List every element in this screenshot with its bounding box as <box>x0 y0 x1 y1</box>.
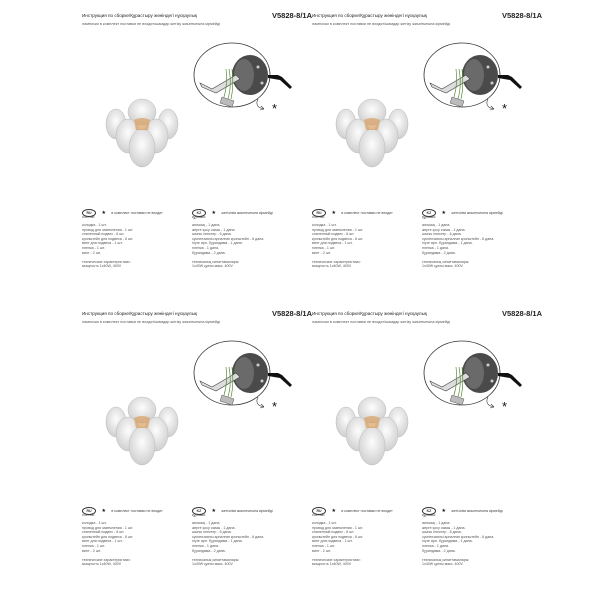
list-item: бұрандама - 2 дана. <box>192 548 226 553</box>
list-item: пленка - 1 шт. <box>312 543 335 548</box>
tech-specs-label: техникалық сипаттамалары: <box>422 558 470 563</box>
star-icon: ★ <box>441 507 446 514</box>
star-icon: ★ <box>101 507 106 514</box>
sheet-header <box>82 12 312 24</box>
lang-badge-ru: RU <box>82 209 96 217</box>
sheet-header <box>82 310 312 322</box>
not-included-note: в комплект поставки не входит <box>111 210 163 215</box>
lang-badge-ru: RU <box>312 507 326 515</box>
list-item: ілуге арн. бұрандама - 1 дана. <box>192 539 243 544</box>
wall-mount-diagram-icon <box>412 337 532 417</box>
star-icon: ★ <box>101 209 106 216</box>
list-item: провод для заземления - 1 шт. <box>82 525 134 530</box>
list-item: спиленный подвес - 6 шт. <box>312 530 355 535</box>
list-item: пленка - 1 шт. <box>82 543 105 548</box>
list-item: ілуге арн. бұрандама - 1 дана. <box>422 241 473 246</box>
tech-specs-value: мощность 1х40W, 400V <box>82 562 122 567</box>
star-icon: ★ <box>441 209 446 216</box>
list-item: пленка - 1 дана. <box>192 543 219 548</box>
list-item: аялшық - 1 дана. <box>422 223 451 227</box>
list-item: винт - 2 шт. <box>312 250 331 255</box>
list-item: суспензиялы арналған кронштейн - 6 дана. <box>422 236 495 241</box>
star-icon: * <box>272 101 278 116</box>
model-number: V5828-8/1A <box>501 11 542 20</box>
list-item: кронштейн для подвеса - 6 шт. <box>312 534 364 539</box>
list-item: винт для подвеса - 1 шт. <box>312 539 353 544</box>
contents-list <box>192 521 297 553</box>
tech-specs-label: техникалық сипаттамалары: <box>422 260 470 265</box>
section-kz <box>192 204 297 268</box>
list-item: суспензиялы арналған кронштейн - 6 дана. <box>192 236 265 241</box>
list-item: шыны ілгектер - 6 дана. <box>192 232 232 237</box>
list-item: кронштейн для подвеса - 6 шт. <box>82 534 134 539</box>
wall-mount-diagram-icon <box>182 337 302 417</box>
tech-specs-value: мощность 1х40W, 400V <box>312 264 352 269</box>
list-item: пленка - 1 дана. <box>192 245 219 250</box>
list-item: пленка - 1 шт. <box>82 245 105 250</box>
tech-specs-value: 1х40W қуаты макс. 400V <box>192 562 233 567</box>
tech-specs-value: мощность 1х40W, 400V <box>312 562 352 567</box>
bulbs-notice: лампочки в комплект поставки не входят/шамдар жетізу жиынтығына кірмейді <box>312 22 451 26</box>
list-item: бұрандама - 2 дана. <box>192 250 226 255</box>
list-item: винт - 2 шт. <box>312 548 331 553</box>
lang-badge-kz: KZ <box>192 209 206 217</box>
tech-specs-label: технические характеристики: <box>82 260 131 265</box>
sheet-title: Инструкция по сборке/Құрастыру жөніндегі нұсқаулық <box>82 13 197 18</box>
list-item: аялшық - 1 дана. <box>192 223 221 227</box>
list-item: бұрандама - 2 дана. <box>422 250 456 255</box>
section-kz <box>422 502 527 566</box>
lamp-illustration-icon <box>332 394 412 469</box>
not-included-note: в комплект поставки не входит <box>111 508 163 513</box>
list-item: шыны ілгектер - 6 дана. <box>192 530 232 535</box>
lang-badge-kz: KZ <box>192 507 206 515</box>
star-icon: ★ <box>211 209 216 216</box>
list-item: жерге қосу сымы - 1 дана. <box>422 227 466 232</box>
section-ru <box>312 204 417 268</box>
sheet-title: Инструкция по сборке/Құрастыру жөніндегі нұсқаулық <box>312 13 427 18</box>
not-included-note: жетізілім жиынтығына кірмейді <box>221 210 273 215</box>
list-item: жерге қосу сымы - 1 дана. <box>192 525 236 530</box>
section-kz-header <box>192 502 297 514</box>
instruction-sheet-bottom-left <box>82 310 312 600</box>
list-item: ілуге арн. бұрандама - 1 дана. <box>192 241 243 246</box>
tech-specs-label: технические характеристики: <box>312 558 361 563</box>
model-number: V5828-8/1A <box>271 309 312 318</box>
sheet-header <box>312 12 542 24</box>
list-item: спиленный подвес - 6 шт. <box>312 232 355 237</box>
list-item: винт - 2 шт. <box>82 548 101 553</box>
contents-list <box>422 521 527 553</box>
list-item: жерге қосу сымы - 1 дана. <box>422 525 466 530</box>
list-item: колодка - 1 шт. <box>312 521 337 525</box>
bulbs-notice: лампочки в комплект поставки не входят/шамдар жетізу жиынтығына кірмейді <box>82 320 221 324</box>
tech-specs-value: 1х40W қуаты макс. 400V <box>422 264 463 269</box>
not-included-note: жетізілім жиынтығына кірмейді <box>451 508 503 513</box>
list-item: провод для заземления - 1 шт. <box>312 525 364 530</box>
lamp-illustration-icon <box>102 96 182 171</box>
list-item: жерге қосу сымы - 1 дана. <box>192 227 236 232</box>
not-included-note: в комплект поставки не входит <box>341 508 393 513</box>
list-item: бұрандама - 2 дана. <box>422 548 456 553</box>
section-ru <box>82 204 187 268</box>
contents-label: құрамы: <box>192 513 207 517</box>
list-item: спиленный подвес - 6 шт. <box>82 530 125 535</box>
star-icon: ★ <box>211 507 216 514</box>
tech-specs-value: мощность 1х40W, 400V <box>82 264 122 269</box>
contents-label: құрамы: <box>422 215 437 219</box>
sheet-header <box>312 310 542 322</box>
instruction-sheet-bottom-right <box>312 310 542 600</box>
list-item: колодка - 1 шт. <box>82 521 107 525</box>
list-item: пленка - 1 дана. <box>422 245 449 250</box>
section-kz-header <box>422 502 527 514</box>
contents-label: состав: <box>312 513 325 517</box>
section-kz-header <box>422 204 527 216</box>
section-kz-header <box>192 204 297 216</box>
instruction-sheet-top-left <box>82 12 312 302</box>
model-number: V5828-8/1A <box>501 309 542 318</box>
tech-specs-label: технические характеристики: <box>82 558 131 563</box>
section-ru-header <box>82 502 187 514</box>
list-item: колодка - 1 шт. <box>312 223 337 227</box>
list-item: суспензиялы арналған кронштейн - 6 дана. <box>422 534 495 539</box>
list-item: ілуге арн. бұрандама - 1 дана. <box>422 539 473 544</box>
list-item: кронштейн для подвеса - 6 шт. <box>82 236 134 241</box>
section-kz <box>422 204 527 268</box>
lang-badge-kz: KZ <box>422 507 436 515</box>
list-item: суспензиялы арналған кронштейн - 6 дана. <box>192 534 265 539</box>
section-ru <box>312 502 417 566</box>
tech-specs-value: 1х40W қуаты макс. 400V <box>422 562 463 567</box>
contents-list <box>82 521 187 553</box>
contents-label: состав: <box>312 215 325 219</box>
list-item: винт для подвеса - 1 шт. <box>82 241 123 246</box>
contents-list <box>82 223 187 255</box>
list-item: винт - 2 шт. <box>82 250 101 255</box>
star-icon: * <box>502 101 508 116</box>
lang-badge-kz: KZ <box>422 209 436 217</box>
contents-label: құрамы: <box>422 513 437 517</box>
not-included-note: жетізілім жиынтығына кірмейді <box>221 508 273 513</box>
not-included-note: жетізілім жиынтығына кірмейді <box>451 210 503 215</box>
list-item: шыны ілгектер - 6 дана. <box>422 530 462 535</box>
section-ru-header <box>82 204 187 216</box>
star-icon: ★ <box>331 507 336 514</box>
section-ru-header <box>312 204 417 216</box>
contents-list <box>312 521 417 553</box>
contents-label: состав: <box>82 513 95 517</box>
contents-list <box>192 223 297 255</box>
list-item: винт для подвеса - 1 шт. <box>312 241 353 246</box>
tech-specs-value: 1х40W қуаты макс. 400V <box>192 264 233 269</box>
instruction-sheet-top-right <box>312 12 542 302</box>
contents-list <box>422 223 527 255</box>
tech-specs-label: техникалық сипаттамалары: <box>192 558 240 563</box>
list-item: аялшық - 1 дана. <box>192 521 221 525</box>
not-included-note: в комплект поставки не входит <box>341 210 393 215</box>
bulbs-notice: лампочки в комплект поставки не входят/шамдар жетізу жиынтығына кірмейді <box>82 22 221 26</box>
lang-badge-ru: RU <box>312 209 326 217</box>
list-item: кронштейн для подвеса - 6 шт. <box>312 236 364 241</box>
contents-list <box>312 223 417 255</box>
section-kz <box>192 502 297 566</box>
tech-specs-label: технические характеристики: <box>312 260 361 265</box>
section-ru-header <box>312 502 417 514</box>
wall-mount-diagram-icon <box>182 39 302 119</box>
lamp-illustration-icon <box>332 96 412 171</box>
list-item: пленка - 1 шт. <box>312 245 335 250</box>
contents-label: состав: <box>82 215 95 219</box>
lamp-illustration-icon <box>102 394 182 469</box>
section-ru <box>82 502 187 566</box>
list-item: провод для заземления - 1 шт. <box>312 227 364 232</box>
tech-specs-label: техникалық сипаттамалары: <box>192 260 240 265</box>
model-number: V5828-8/1A <box>271 11 312 20</box>
wall-mount-diagram-icon <box>412 39 532 119</box>
list-item: провод для заземления - 1 шт. <box>82 227 134 232</box>
sheet-title: Инструкция по сборке/Құрастыру жөніндегі нұсқаулық <box>312 311 427 316</box>
contents-label: құрамы: <box>192 215 207 219</box>
star-icon: * <box>272 399 278 414</box>
star-icon: ★ <box>331 209 336 216</box>
list-item: шыны ілгектер - 6 дана. <box>422 232 462 237</box>
sheet-title: Инструкция по сборке/Құрастыру жөніндегі нұсқаулық <box>82 311 197 316</box>
list-item: винт для подвеса - 1 шт. <box>82 539 123 544</box>
list-item: аялшық - 1 дана. <box>422 521 451 525</box>
lang-badge-ru: RU <box>82 507 96 515</box>
bulbs-notice: лампочки в комплект поставки не входят/шамдар жетізу жиынтығына кірмейді <box>312 320 451 324</box>
list-item: спиленный подвес - 6 шт. <box>82 232 125 237</box>
star-icon: * <box>502 399 508 414</box>
list-item: пленка - 1 дана. <box>422 543 449 548</box>
list-item: колодка - 1 шт. <box>82 223 107 227</box>
